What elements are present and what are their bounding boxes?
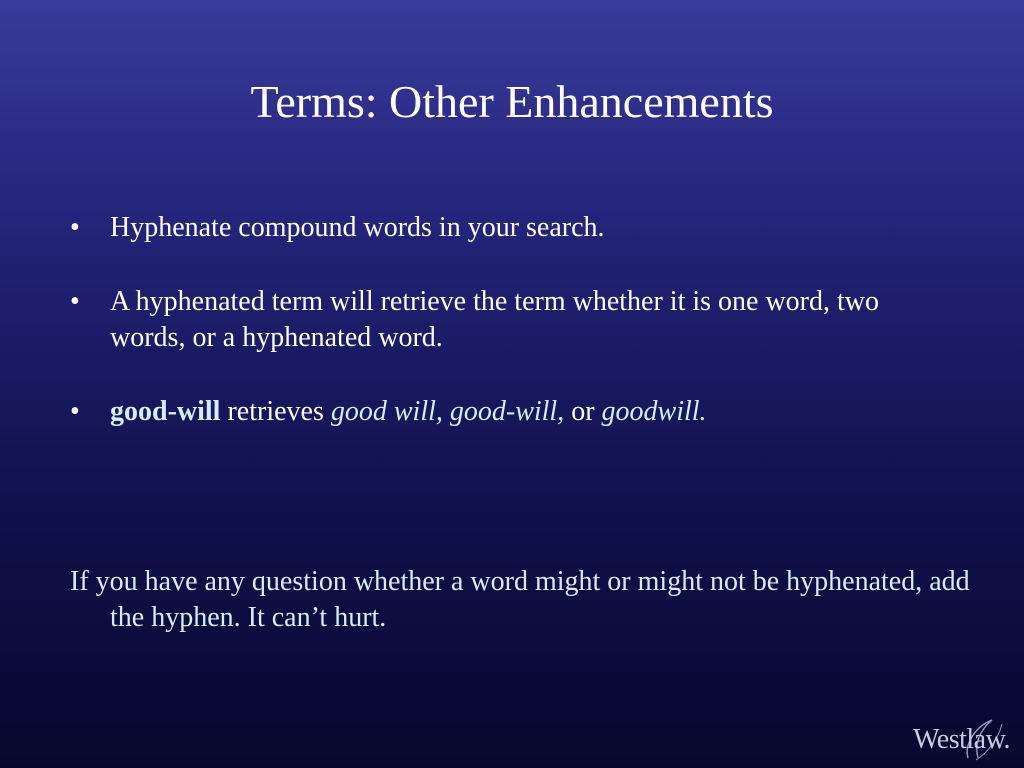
bullet-item: [70, 210, 950, 246]
bullet-list: [70, 210, 950, 468]
bullet-item: [70, 394, 950, 430]
term-variant-goodwill: goodwill.: [601, 396, 707, 427]
westlaw-logo: [906, 714, 1016, 764]
bullet-text: A hyphenated term will retrieve the term whether it is one word, two words, or a hyphenated word.: [110, 286, 880, 353]
or-text: or: [564, 396, 602, 427]
term-variants: good will, good-will,: [330, 396, 565, 427]
retrieves-text: retrieves: [220, 396, 331, 427]
bullet-icon: •: [70, 286, 80, 317]
bullet-icon: •: [70, 212, 80, 243]
search-term: good-will: [110, 396, 221, 427]
hyphen-tip-note: If you have any question whether a word might or might not be hyphenated, add the hyphen. It can’t hurt.: [70, 566, 970, 633]
bullet-icon: •: [70, 396, 80, 427]
bullet-item: [70, 284, 950, 356]
westlaw-logo-text: Westlaw.: [913, 724, 1010, 755]
bullet-text: Hyphenate compound words in your search.: [110, 212, 605, 243]
slide-title: Terms: Other Enhancements: [250, 76, 774, 127]
